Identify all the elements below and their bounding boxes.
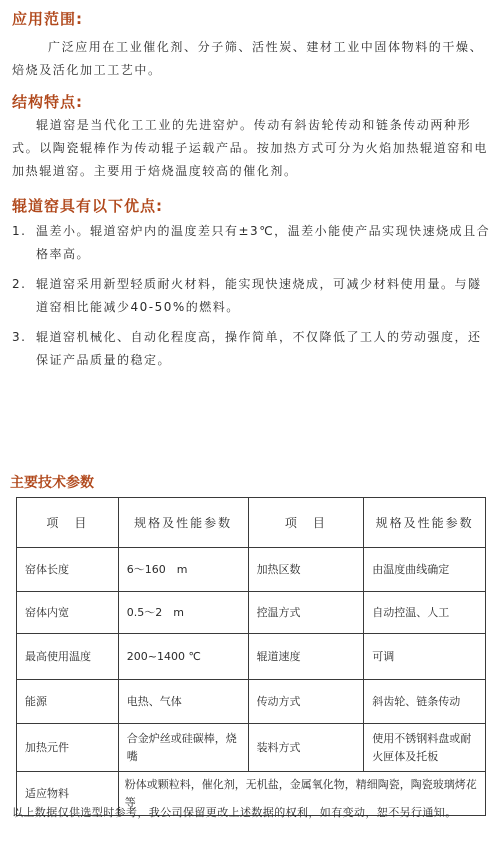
table-cell: 控温方式 — [248, 592, 364, 634]
table-cell: 合金炉丝或硅碳棒，烧嘴 — [118, 724, 248, 772]
table-cell: 能源 — [17, 680, 119, 724]
table-row — [17, 634, 486, 680]
table-header-cell: 规格及性能参数 — [118, 498, 248, 548]
footer-note: 以上数据仅供选型时参考，我公司保留更改上述数据的权利，如有变动，恕不另行通知。 — [12, 806, 457, 819]
structure-text: 辊道窑是当代化工工业的先进窑炉。传动有斜齿轮传动和链条传动两种形式。以陶瓷辊棒作为传动辊子运载产品。按加热方式可分为火焰加热辊道窑和电加热辊道窑。主要用于焙烧温度较高的催化剂。 — [12, 118, 489, 178]
list-number: 2. — [12, 277, 27, 291]
table-cell-wide: 粉体或颗粒料，催化剂，无机盐，金属氧化物，精细陶瓷，陶瓷玻璃烤花等 — [118, 772, 485, 816]
application-text: 广泛应用在工业催化剂、分子筛、活性炭、建材工业中固体物料的干燥、焙烧及活化加工工艺中。 — [12, 40, 484, 77]
params-table — [16, 497, 486, 816]
table-row — [17, 592, 486, 634]
table-header-row — [17, 498, 486, 548]
section-heading-application: 应用范围: — [12, 10, 83, 28]
table-header-cell: 规格及性能参数 — [364, 498, 486, 548]
table-cell: 窑体长度 — [17, 548, 119, 592]
table-cell: 辊道速度 — [248, 634, 364, 680]
table-header-cell: 项 目 — [248, 498, 364, 548]
table-row — [17, 680, 486, 724]
table-cell: 可调 — [364, 634, 486, 680]
params-title: 主要技术参数 — [10, 475, 94, 491]
list-text: 辊道窑机械化、自动化程度高，操作简单，不仅降低了工人的劳动强度，还保证产品质量的稳定。 — [36, 330, 482, 367]
table-cell: 使用不锈钢料盘或耐火匣体及托板 — [364, 724, 486, 772]
table-cell: 窑体内宽 — [17, 592, 119, 634]
table-cell: 装料方式 — [248, 724, 364, 772]
table-cell: 电热、气体 — [118, 680, 248, 724]
table-cell: 加热元件 — [17, 724, 119, 772]
table-cell: 6～160 m — [118, 548, 248, 592]
section-heading-structure: 结构特点: — [12, 93, 83, 111]
table-row — [17, 548, 486, 592]
table-row — [17, 724, 486, 772]
table-cell: 自动控温、人工 — [364, 592, 486, 634]
list-text: 辊道窑采用新型轻质耐火材料，能实现快速烧成，可减少材料使用量。与隧道窑相比能减少40-50%的燃料。 — [36, 277, 482, 314]
list-number: 1. — [12, 224, 27, 238]
table-cell: 由温度曲线确定 — [364, 548, 486, 592]
table-cell: 0.5～2 m — [118, 592, 248, 634]
list-text: 温差小。辊道窑炉内的温度差只有±3℃，温差小能使产品实现快速烧成且合格率高。 — [36, 224, 491, 261]
table-cell: 加热区数 — [248, 548, 364, 592]
table-cell: 最高使用温度 — [17, 634, 119, 680]
table-cell: 适应物料 — [17, 772, 119, 816]
table-cell: 斜齿轮、链条传动 — [364, 680, 486, 724]
table-header-cell: 项 目 — [17, 498, 119, 548]
table-cell: 200~1400 ℃ — [118, 634, 248, 680]
section-heading-advantages: 辊道窑具有以下优点: — [12, 197, 163, 215]
list-number: 3. — [12, 330, 27, 344]
table-cell: 传动方式 — [248, 680, 364, 724]
